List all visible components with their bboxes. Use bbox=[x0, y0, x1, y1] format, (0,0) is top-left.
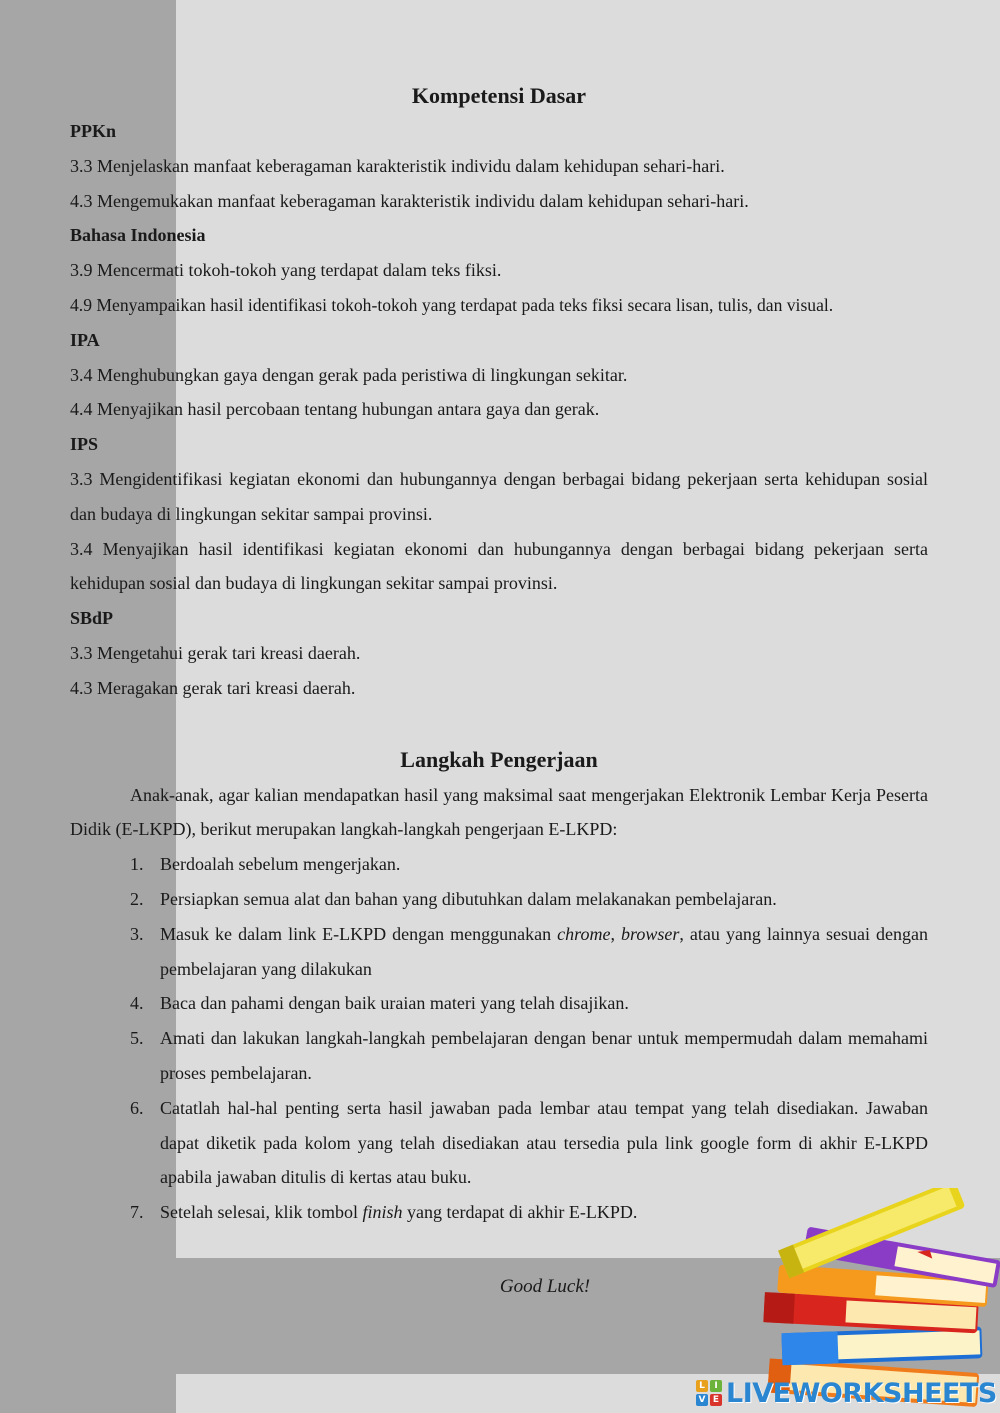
list-item bbox=[70, 1091, 928, 1195]
step-number: 4 . bbox=[130, 986, 144, 1021]
closing-text: Good Luck! bbox=[499, 1276, 591, 1297]
subject-heading: PPKn bbox=[70, 121, 117, 141]
step-text: Baca dan pahami dengan baik uraian materi yang telah disajikan. bbox=[160, 993, 629, 1014]
liveworksheets-logo bbox=[696, 1376, 997, 1410]
competency-item: 4.9 Menyampaikan hasil identifikasi tokoh-tokoh yang terdapat pada teks fiksi secara lisan, tulis, dan visual. bbox=[70, 294, 834, 315]
step-number: 7 . bbox=[130, 1195, 144, 1230]
langkah-title: Langkah Pengerjaan bbox=[400, 746, 598, 772]
list-item bbox=[70, 1021, 928, 1091]
step-number: 3 . bbox=[130, 917, 144, 952]
kompetensi-title: Kompetensi Dasar bbox=[411, 83, 587, 108]
competency-item: 3.3 Menjelaskan manfaat keberagaman karakteristik individu dalam kehidupan sehari-hari. bbox=[70, 155, 725, 176]
step-text-post: , atau yang lainnya sesuai dengan pembelajaran yang dilakukan bbox=[160, 923, 928, 979]
subject-heading: IPA bbox=[70, 329, 100, 350]
logo-badge-icon bbox=[696, 1380, 722, 1406]
competency-item: 3.4 Menghubungkan gaya dengan gerak pada peristiwa di lingkungan sekitar. bbox=[70, 364, 628, 385]
langkah-intro: Anak-anak, agar kalian mendapatkan hasil yang maksimal saat mengerjakan Elektronik Lembar Kerja Peserta Didik (E-LKPD), berikut merupakan langkah-langkah pengerjaan E-LKPD: bbox=[70, 784, 928, 840]
step-number: 1 . bbox=[130, 847, 144, 882]
subject-heading: IPS bbox=[70, 434, 99, 455]
step-number: 2 . bbox=[130, 882, 144, 917]
worksheet-content bbox=[70, 78, 928, 1230]
step-text: Berdoalah sebelum mengerjakan. bbox=[160, 854, 401, 875]
subject-ppkn bbox=[70, 114, 928, 218]
logo-badge-letter: L bbox=[696, 1380, 708, 1392]
step-text: Persiapkan semua alat dan bahan yang dibutuhkan dalam melakanakan pembelajaran. bbox=[160, 888, 777, 909]
logo-text: LIVEWORKSHEETS bbox=[726, 1377, 997, 1409]
logo-badge-letter: I bbox=[710, 1380, 722, 1392]
competency-item: 4.4 Menyajikan hasil percobaan tentang hubungan antara gaya dan gerak. bbox=[70, 399, 600, 420]
step-number: 5 . bbox=[130, 1021, 144, 1056]
list-item bbox=[70, 917, 928, 987]
competency-item: 3.3 Mengetahui gerak tari kreasi daerah. bbox=[70, 642, 361, 663]
step-text-pre: Setelah selesai, klik tombol bbox=[160, 1202, 363, 1223]
step-text-mid: , bbox=[610, 923, 622, 944]
competency-item: 3.4 Menyajikan hasil identifikasi kegiatan ekonomi dan hubungannya dengan berbagai bidang pekerjaan serta kehidupan sosial dan budaya di lingkungan sekitar sampai provinsi. bbox=[70, 538, 928, 594]
list-item bbox=[70, 882, 928, 917]
competency-item: 4.3 Meragakan gerak tari kreasi daerah. bbox=[70, 677, 356, 698]
subject-bahasa-indonesia bbox=[70, 218, 928, 322]
competency-item: 4.3 Mengemukakan manfaat keberagaman karakteristik individu dalam kehidupan sehari-hari. bbox=[70, 190, 749, 211]
list-item bbox=[70, 986, 928, 1021]
list-item bbox=[70, 847, 928, 882]
logo-badge-letter: V bbox=[696, 1394, 708, 1406]
steps-list bbox=[70, 847, 928, 1230]
step-text-emphasis: browser bbox=[621, 923, 680, 944]
step-number: 6 . bbox=[130, 1091, 144, 1126]
subject-ips bbox=[70, 427, 928, 601]
subject-ipa bbox=[70, 323, 928, 427]
step-text-emphasis: finish bbox=[362, 1202, 403, 1223]
step-text-pre: Masuk ke dalam link E-LKPD dengan menggunakan bbox=[160, 923, 558, 944]
step-text: Catatlah hal-hal penting serta hasil jawaban pada lembar atau tempat yang telah disediakan. Jawaban dapat diketik pada kolom yang telah disediakan atau tersedia pula link google form di akhir E-LKPD apabila jawaban ditulis di kertas atau buku. bbox=[160, 1097, 928, 1188]
competency-item: 3.3 Mengidentifikasi kegiatan ekonomi dan hubungannya dengan berbagai bidang pekerjaan serta kehidupan sosial dan budaya di lingkungan sekitar sampai provinsi. bbox=[70, 468, 928, 524]
subject-heading: SBdP bbox=[70, 608, 114, 629]
step-text: Amati dan lakukan langkah-langkah pembelajaran dengan benar untuk mempermudah dalam memahami proses pembelajaran. bbox=[160, 1028, 928, 1083]
competency-item: 3.9 Mencermati tokoh-tokoh yang terdapat dalam teks fiksi. bbox=[70, 260, 502, 281]
logo-badge-letter: E bbox=[710, 1394, 722, 1406]
background-bottom-left bbox=[0, 1374, 176, 1413]
subject-sbdp bbox=[70, 601, 928, 705]
subject-heading: Bahasa Indonesia bbox=[70, 225, 206, 246]
step-text-emphasis: chrome bbox=[557, 923, 611, 944]
step-text-post: yang terdapat di akhir E-LKPD. bbox=[402, 1202, 638, 1223]
